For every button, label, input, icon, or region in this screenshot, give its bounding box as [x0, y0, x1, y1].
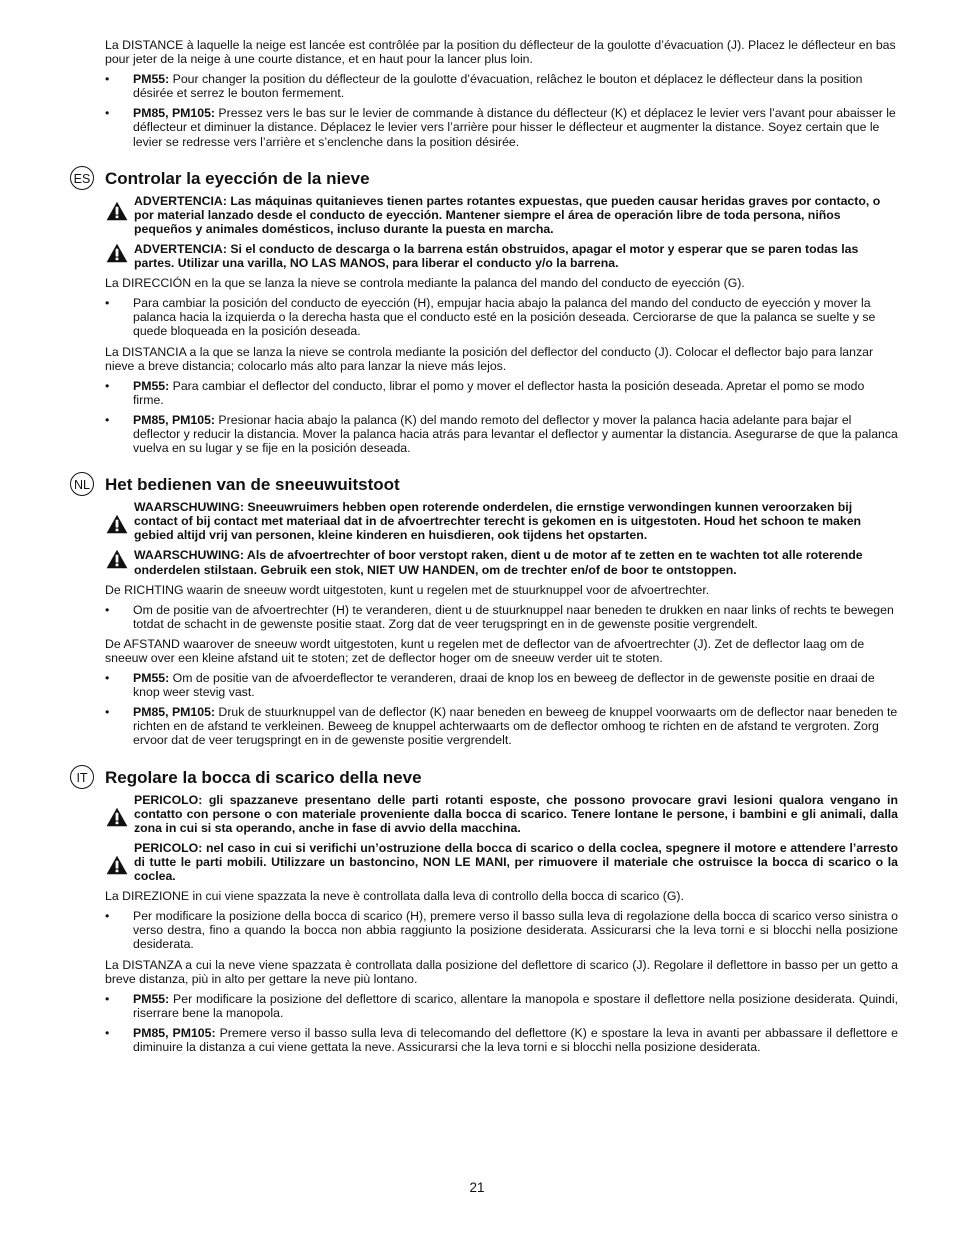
- nl-pm55-text: Om de positie van de afvoerdeflector te veranderen, draai de knop los en beweeg de deflector in de gewenste positie en draai de knop weer stevig vast.: [133, 671, 875, 700]
- bullet-dot: •: [105, 106, 110, 121]
- es-direction-paragraph: La DIRECCIÓN en la que se lanza la nieve se controla mediante la palanca del mando del conducto de eyección (G).: [105, 276, 745, 291]
- warning-triangle-icon: [106, 243, 128, 263]
- nl-pm85-text: Druk de stuurknuppel van de deflector (K) naar beneden en beweeg de knuppel voorwaarts om de deflector naar beneden te richten en de afstand te verkleinen. Beweeg de knuppel achterwaarts om de deflector omhoog te richten en de afstand te vergroten. Zorg ervoor dat de veer terugspringt en in de gewenste positie vergrendelt.: [133, 705, 898, 748]
- bullet-dot: •: [105, 378, 110, 393]
- it-distance-paragraph: La DISTANZA a cui la neve viene spazzata è controllata dalla posizione del deflettore di scarico (J). Regolare il deflettore in basso per un getto a breve distanza, più in alto per gettare la neve più lontano.: [105, 957, 898, 986]
- page-number: 21: [469, 1180, 485, 1195]
- it-heading: [76, 767, 898, 788]
- bullet-dot: •: [105, 296, 110, 311]
- it-bullet-direction: [105, 909, 898, 951]
- bullet-dot: •: [105, 991, 110, 1006]
- es-bullet-direction: [105, 296, 898, 338]
- nl-bullet-pm55: [105, 671, 898, 699]
- es-pm55-label: PM55:: [133, 378, 170, 393]
- nl-bullet-direction: [105, 603, 898, 631]
- nl-pm55-label: PM55:: [133, 671, 170, 686]
- nl-warning-1: [105, 500, 898, 542]
- bullet-dot: •: [105, 705, 110, 720]
- es-heading: [73, 168, 898, 189]
- nl-pm85-label: PM85, PM105:: [133, 705, 216, 720]
- it-heading-text: Regolare la bocca di scarico della neve: [105, 767, 422, 787]
- bullet-dot: •: [105, 909, 110, 924]
- it-bullet-pm85: [105, 1026, 898, 1054]
- it-pm55-text: Per modificare la posizione del deflettore di scarico, allentare la manopola e spostare il deflettore nella posizione desiderata. Quindi, riserrare bene la manopola.: [133, 991, 898, 1020]
- bullet-dot: •: [105, 72, 110, 87]
- it-pm85-text: Premere verso il basso sulla leva di telecomando del deflettore (K) e spostare la leva in avanti per abbassare il deflettore e diminuire la distanza a cui viene gettata la neve. Assicurarsi che la leva torni e si blocchi nella posizione desiderata.: [133, 1025, 899, 1054]
- nl-warning-1-text: WAARSCHUWING: Sneeuwruimers hebben open roterende onderdelen, die ernstige verwondingen kunnen veroorzaken bij contact of bij contact met materiaal dat in de afvoertrechter terecht is gekomen en is uitgestoten. Houd het schoon te maken gebied altijd vrij van personen, kleine kinderen en huisdieren, ook tijdens het opstarten.: [134, 500, 862, 543]
- nl-distance-paragraph: De AFSTAND waarover de sneeuw wordt uitgestoten, kunt u regelen met de deflector van de afvoertrechter (J). Zet de deflector laag om de sneeuw over een kleine afstand uit te stoten; zet de deflector hoger om de sneeuw verder uit te stoten.: [105, 636, 865, 665]
- it-direction-paragraph: La DIREZIONE in cui viene spazzata la neve è controllata dalla leva di controllo della bocca di scarico (G).: [105, 889, 684, 904]
- nl-bullet-pm85: [105, 705, 898, 747]
- nl-warning-2: [105, 548, 898, 576]
- es-pm55-text: Para cambiar el deflector del conducto, librar el pomo y mover el deflector hasta la posición deseada. Apretar el pomo se modo firme.: [133, 378, 865, 407]
- it-pm55-label: PM55:: [133, 991, 170, 1006]
- it-warning-1-text: PERICOLO: gli spazzaneve presentano delle parti rotanti esposte, che possono provocare gravi lesioni qualora vengano in contatto con persone o con materiale proveniente dalla bocca di scarico. Tenere lontane le persone, i bambini e gli animali, dalla zona in cui si sta operando, anche in fase di avvio della macchina.: [134, 792, 898, 835]
- es-warning-2: [105, 242, 898, 270]
- es-bullet-pm55: [105, 379, 898, 407]
- it-warning-1: [105, 793, 898, 835]
- bullet-dot: •: [105, 412, 110, 427]
- warning-triangle-icon: [106, 807, 128, 827]
- es-warning-2-text: ADVERTENCIA: Si el conducto de descarga o la barrena están obstruidos, apagar el motor y esperar que se paren todas las partes. Utilizar una varilla, NO LAS MANOS, para liberar el conducto y/o la barrena.: [134, 241, 859, 271]
- nl-direction-paragraph: De RICHTING waarin de sneeuw wordt uitgestoten, kunt u regelen met de stuurknuppel voor de afvoertrechter.: [105, 582, 710, 597]
- fr-bullet-pm55: [105, 72, 898, 100]
- es-pm85-text: Presionar hacia abajo la palanca (K) del mando remoto del deflector y mover la palanca hacia adelante para bajar el deflector y reducir la distancia. Mover la palanca hacia atrás para levantar el deflector y aumentar la distancia. Asegurarse de que la palanca vuelva en su lugar y se fije en la posición deseada.: [133, 412, 898, 456]
- nl-heading-text: Het bedienen van de sneeuwuitstoot: [105, 475, 400, 495]
- es-heading-text: Controlar la eyección de la nieve: [105, 168, 370, 188]
- it-warning-2-text: PERICOLO: nel caso in cui si verifichi un’ostruzione della bocca di scarico o della coclea, spegnere il motore e attendere l’arresto di tutte le parti mobili. Utilizzare un bastoncino, NON LE MANI, per rimuovere il materiale che ostruisce la bocca di scarico o la coclea.: [134, 840, 898, 884]
- warning-triangle-icon: [106, 855, 128, 875]
- section-nl: [74, 475, 898, 748]
- section-fr: [105, 38, 898, 149]
- fr-pm55-label: PM55:: [133, 72, 170, 87]
- fr-pm85-label: PM85, PM105:: [133, 106, 216, 121]
- it-bullet-pm55: [105, 992, 898, 1020]
- es-distance-paragraph: La DISTANCIA a la que se lanza la nieve se controla mediante la posición del deflector del conducto (J). Colocar el deflector bajo para lanzar nieve a breve distancia; colocarlo más alto para lanzar la nieve más lejos.: [105, 344, 874, 373]
- page-content: [73, 38, 899, 1060]
- nl-warning-2-text: WAARSCHUWING: Als de afvoertrechter of boor verstopt raken, dient u de motor af te zetten en te wachten tot alle roterende onderdelen stilstaan. Gebruik een stok, NIET UW HANDEN, om de trechter en/of de boor te ontstoppen.: [134, 548, 863, 577]
- nl-language-badge: NL: [70, 472, 94, 496]
- fr-pm85-text: Pressez vers le bas sur le levier de commande à distance du déflecteur (K) et déplacez le levier vers l’avant pour abaisser le déflecteur et diminuer la distance. Déplacez le levier vers l’arrière pour hisser le déflecteur et augmenter la distance. Soyez certain que le levier se redresse vers l’arrière et s’enclenche dans la position désirée.: [133, 106, 896, 149]
- fr-bullet-pm85: [105, 106, 898, 148]
- warning-triangle-icon: [106, 201, 128, 221]
- es-language-badge: ES: [70, 166, 94, 190]
- fr-pm55-text: Pour changer la position du déflecteur de la goulotte d’évacuation, relâchez le bouton et déplacez le déflecteur dans la position désirée et serrez le bouton fermement.: [133, 72, 863, 101]
- it-language-badge: IT: [70, 765, 94, 789]
- fr-distance-paragraph: La DISTANCE à laquelle la neige est lancée est contrôlée par la position du déflecteur de la goulotte d’évacuation (J). Placez le déflecteur en bas pour jeter de la neige à une courte distance, et en haut pour la lancer plus loin.: [105, 38, 896, 67]
- section-es: [73, 168, 898, 456]
- nl-direction-text: Om de positie van de afvoertrechter (H) te veranderen, dient u de stuurknuppel naar beneden te drukken en naar links of rechts te bewegen totdat de schacht in de gewenste positie staat. Zorg dat de veer terugspringt en in de gewenste positie vergrendelt.: [133, 602, 894, 631]
- es-warning-1-text: ADVERTENCIA: Las máquinas quitanieves tienen partes rotantes expuestas, que pueden causar heridas graves por contacto, o por material lanzado desde el conducto de eyección. Mantener siempre el área de operación libre de toda persona, niños pequeños y animales domésticos, incluso durante la puesta en marcha.: [134, 193, 881, 236]
- warning-triangle-icon: [106, 549, 128, 569]
- es-warning-1: [105, 194, 898, 236]
- bullet-dot: •: [105, 1025, 110, 1040]
- it-warning-2: [105, 841, 898, 883]
- bullet-dot: •: [105, 602, 110, 617]
- section-it: [76, 767, 899, 1055]
- warning-triangle-icon: [106, 514, 128, 534]
- nl-heading: [74, 475, 898, 495]
- es-pm85-label: PM85, PM105:: [133, 412, 216, 427]
- bullet-dot: •: [105, 671, 110, 686]
- it-direction-text: Per modificare la posizione della bocca di scarico (H), premere verso il basso sulla leva di regolazione della bocca di scarico verso sinistra o verso destra, fino a quando la bocca non abbia raggiunto la posizione desiderata. Assicurarsi che la leva torni e si blocchi nella posizione desiderata.: [133, 909, 898, 952]
- es-direction-text: Para cambiar la posición del conducto de eyección (H), empujar hacia abajo la palanca del mando del conducto de eyección y mover la palanca hacia la izquierda o la derecha hasta que el conducto esté en la posición deseada. Cerciorarse de que la palanca se suelte y se quede bloqueada en la posición deseada.: [133, 296, 876, 339]
- es-bullet-pm85: [105, 413, 898, 455]
- it-pm85-label: PM85, PM105:: [133, 1025, 216, 1040]
